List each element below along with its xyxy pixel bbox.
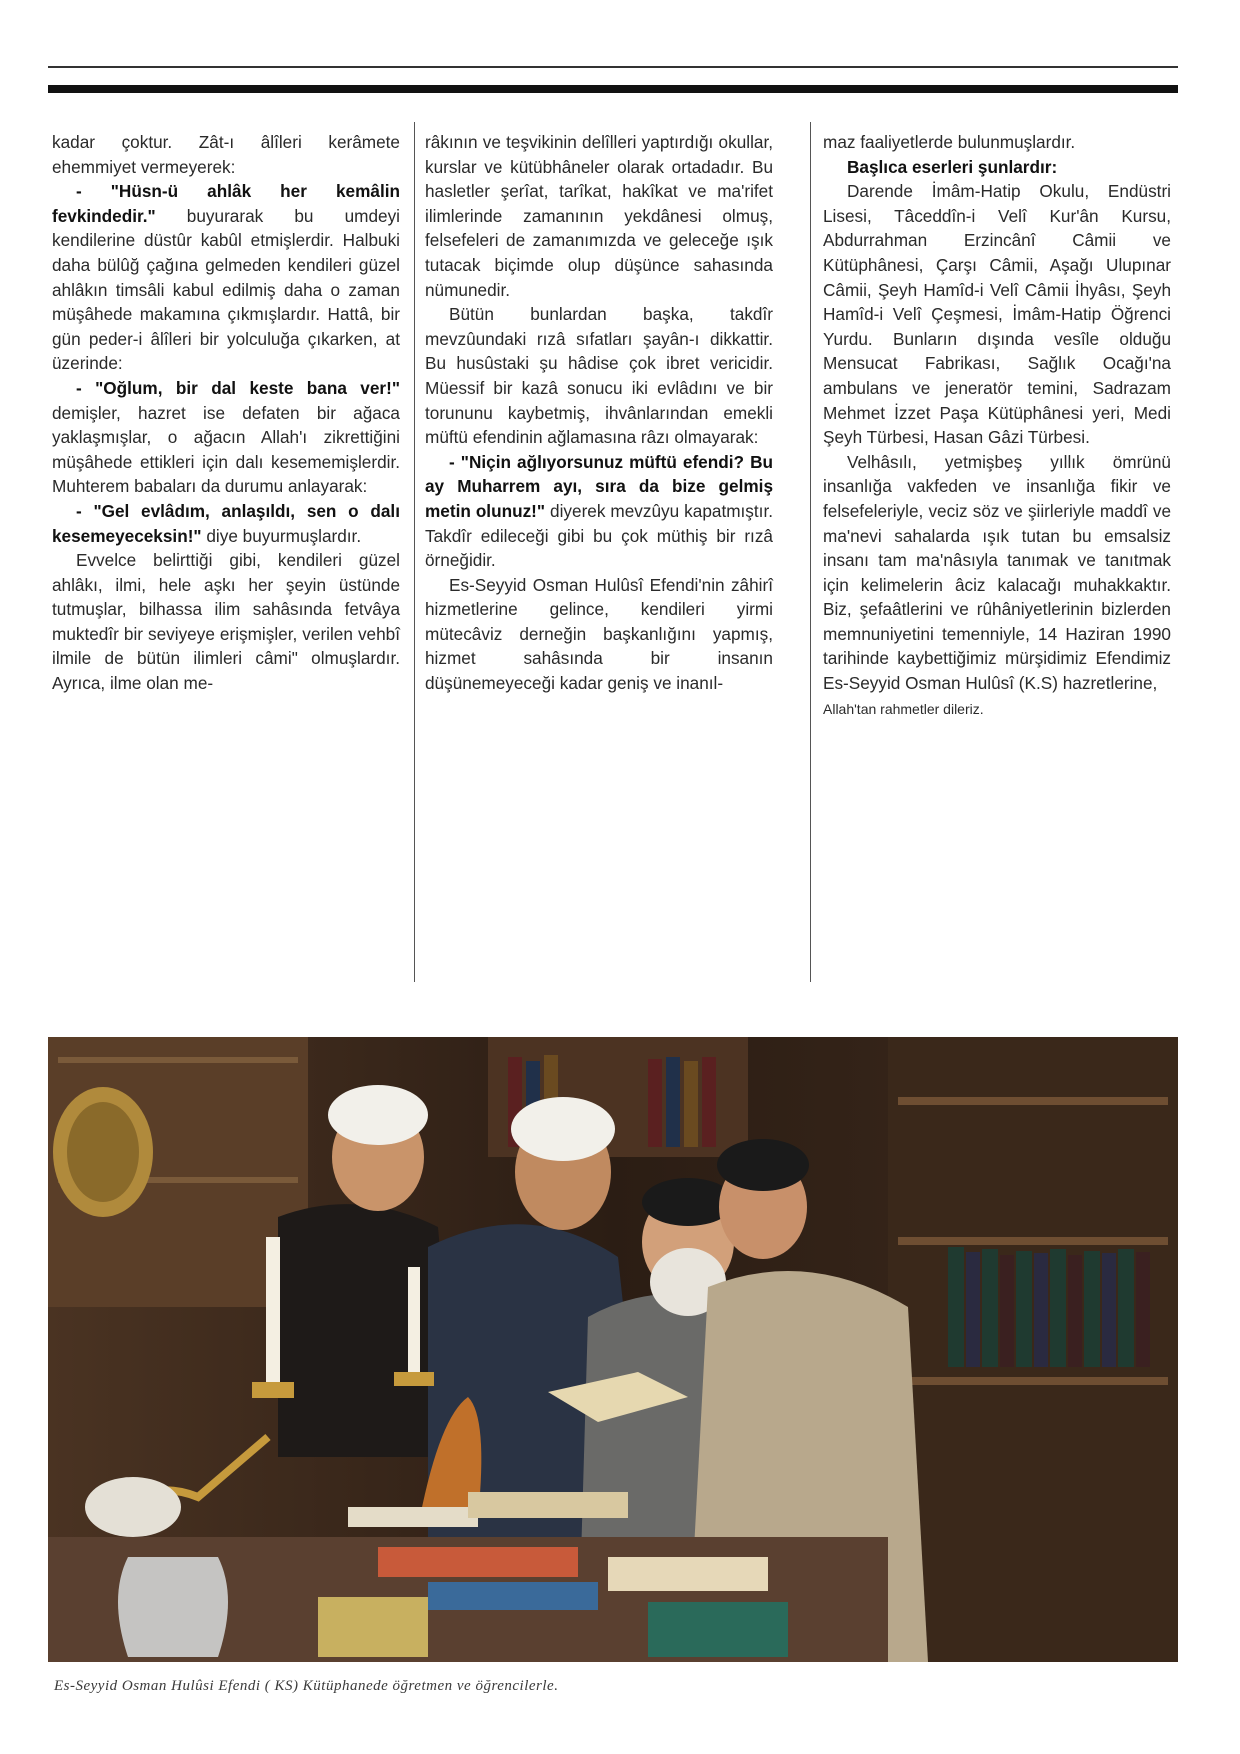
- paragraph: [52, 179, 400, 376]
- paragraph: [823, 450, 1171, 696]
- text-run: kadar çoktur. Zât-ı âlîleri kerâmete ehemmiyet vermeyerek:: [52, 132, 400, 177]
- paragraph: [823, 130, 1171, 155]
- bold-quote: Başlıca eserleri şunlardır:: [847, 156, 1058, 177]
- column-divider: [414, 122, 415, 982]
- candle-left: [266, 1237, 280, 1387]
- text-column-3: [823, 130, 1171, 721]
- text-column-2: [425, 130, 773, 696]
- photo-caption: Es-Seyyid Osman Hulûsi Efendi ( KS) Kütüphanede öğretmen ve öğrencilerle.: [54, 1678, 559, 1694]
- text-run: Bütün bunlardan başka, takdîr mevzûundaki rızâ sıfatları şayân-ı dikkattir. Bu husûstaki şu hâdise çok ibret vericidir. Müessif bir kazâ sonucu iki evlâdını ve bir torununu kaybetmiş, ihvânlarından emekli müftü efendinin ağlamasına râzı olmayarak:: [425, 304, 773, 448]
- bold-quote: - "Gel evlâdım, anlaşıldı, sen o dalı kesemeyeceksin!": [52, 500, 400, 546]
- paragraph: [425, 450, 773, 573]
- text-run: buyurarak bu umdeyi kendilerine düstûr kabûl etmişlerdir. Halbuki daha bülûğ çağına gelmeden kendileri güzel ahlâkın timsâli kabul edilmiş daha o zaman müşâhede makamına çıkmışlardır. Hattâ, bir gün peder-i âlîleri bir yolculuğa çıkarken, at üzerinde:: [52, 205, 400, 374]
- text-run: diye buyurmuşlardır.: [201, 525, 362, 546]
- text-run: râkının ve teşvikinin delîlleri yaptırdığı okullar, kurslar ve kütübhâneler olarak ortadadır. Bu hasletler şerîat, tarîkat, hakîkat ve ma'rifet ilimlerinde zamanının yekdânesi olmuş, felsefeleri de zamanımızda ve geleceğe ışık tutacak biçimde olup düşünce sahasında nümunedir.: [425, 132, 773, 300]
- text-column-1: [52, 130, 400, 696]
- text-run: Es-Seyyid Osman Hulûsî Efendi'nin zâhirî hizmetlerine gelince, kendileri yirmi mütecâviz derneğin başkanlığını yapmış, hizmet sahâsında bir insanın düşünemeyeceği kadar geniş ve inanıl-: [425, 574, 773, 694]
- top-rule-thick: [48, 85, 1178, 93]
- paragraph: [425, 302, 773, 450]
- text-run: maz faaliyetlerde bulunmuşlardır.: [823, 132, 1076, 152]
- paragraph: [823, 179, 1171, 450]
- bold-quote: - "Oğlum, bir dal keste bana ver!": [76, 377, 400, 398]
- column-divider: [810, 122, 811, 982]
- paragraph: [52, 130, 400, 179]
- paragraph: [425, 573, 773, 696]
- bold-quote: - "Hüsn-ü ahlâk her kemâlin fevkindedir.": [52, 181, 400, 226]
- bookshelf-right: [888, 1037, 1178, 1662]
- top-rule-thin: [48, 66, 1178, 68]
- text-run: Velhâsılı, yetmişbeş yıllık ömrünü insanlığa vakfeden ve insanlığa fikir ve felsefeleriyle, veciz söz ve şiirleriyle maddî ve ma'nevi sahalarda ışık tutan bu emsalsiz insanı tam ma'nâsıyla tanımak ve tanıtmak için kelimelerin âciz kalacağı muhakkaktır. Biz, şefaâtlerini ve rûhâniyetlerinin bizlerden memnuniyetini temenniyle, 14 Haziran 1990 tarihinde kaybettiğimiz mürşidimiz Efendimiz Es-Seyyid Osman Hulûsî (K.S) hazretlerine,: [823, 451, 1171, 694]
- paragraph: [823, 696, 1171, 722]
- glass-decanter: [118, 1557, 228, 1657]
- text-run: demişler, hazret ise defaten bir ağaca yaklaşmışlar, o ağacın Allah'ı zikrettiğini müşâhede ettikleri için dalı kesememişlerdir. Muhterem babaları da durumu anlayarak:: [52, 402, 400, 497]
- bold-quote: - "Niçin ağlıyorsunuz müftü efendi? Bu ay Muharrem ayı, sıra da bize gelmiş metin olunuz!": [425, 451, 773, 521]
- candle-right: [408, 1267, 420, 1377]
- text-run: Evvelce belirttiği gibi, kendileri güzel ahlâkı, ilmi, hele aşkı her şeyin üstünde tutmuşlar, bilhassa ilim sahâsında fetvâya muktedîr bir seviyeye erişmişler, verilen vehbî ilmile de bütün ilimleri câmi" olmuşlardır. Ayrıca, ilme olan me-: [52, 550, 400, 694]
- paragraph: [52, 548, 400, 696]
- text-run: Darende İmâm-Hatip Okulu, Endüstri Lisesi, Tâceddîn-i Velî Kur'ân Kursu, Abdurrahman Erzincânî Câmii ve Kütüphânesi, Çarşı Câmii, Aşağı Ulupınar Câmii, Şeyh Hamîd-i Velî Câmii İhyâsı, Şeyh Hamîd-i Velî Çeşmesi, İmâm-Hatip Öğrenci Yurdu. Bunların dışında vesîle olduğu Mensucat Fabrikası, Sağlık Ocağı'na ambulans ve jeneratör temini, Sadrazam Mehmet İzzet Paşa Kütüphânesi yeri, Medi Şeyh Türbesi, Hasan Gâzi Türbesi.: [823, 181, 1171, 448]
- paragraph: [425, 130, 773, 302]
- text-run: Allah'tan rahmetler dileriz.: [823, 700, 984, 717]
- paragraph: [823, 155, 1171, 180]
- library-photo: [48, 1037, 1178, 1662]
- paragraph: [52, 376, 400, 499]
- photo-illustration: [48, 1037, 1178, 1662]
- paragraph: [52, 499, 400, 548]
- text-run: diyerek mevzûyu kapatmıştır. Takdîr edileceği gibi bu çok müthiş bir rızâ örneğidir.: [425, 500, 773, 571]
